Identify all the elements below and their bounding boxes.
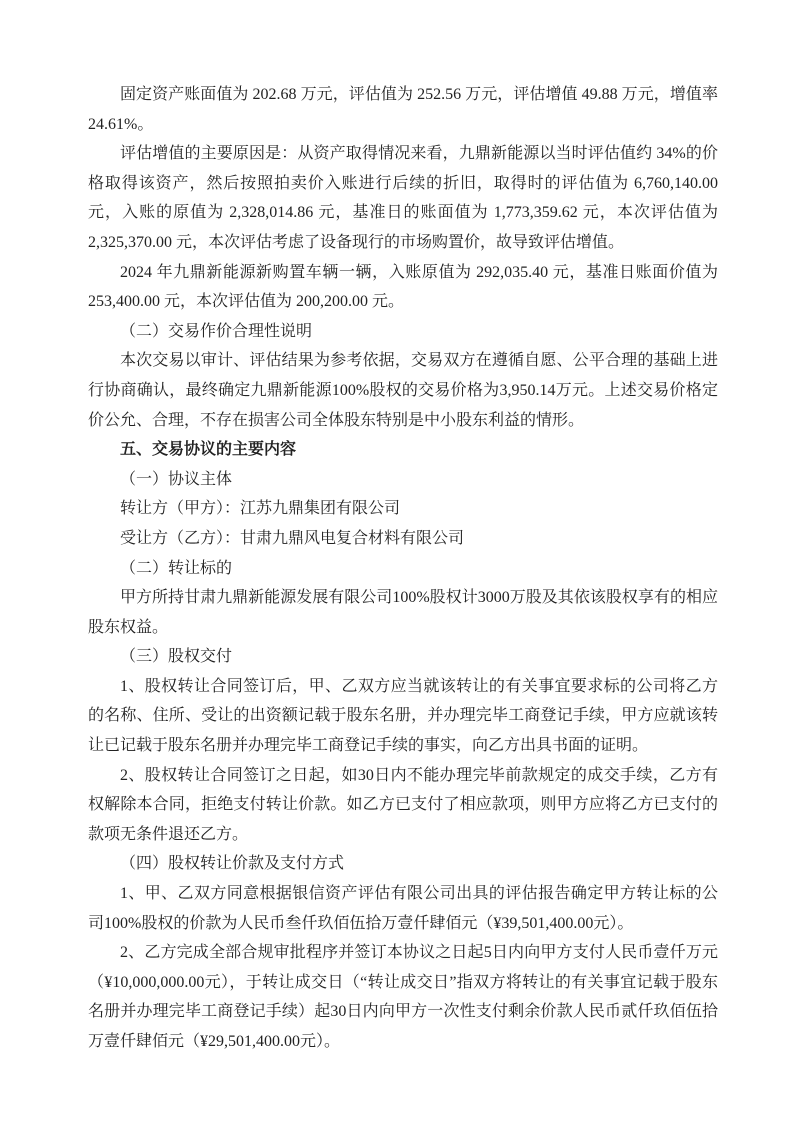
document-body xyxy=(88,80,718,1057)
subheading-payment-terms: （四）股权转让价款及支付方式 xyxy=(120,855,345,873)
subheading-transaction-pricing-rationale: （二）交易作价合理性说明 xyxy=(120,322,313,340)
subheading-transfer-subject: （二）转让标的 xyxy=(120,559,233,577)
heading-section5-agreement-content: 五、交易协议的主要内容 xyxy=(120,441,297,459)
subheading-agreement-parties: （一）协议主体 xyxy=(120,470,233,488)
para-appraisal-increase-reason: 评估增值的主要原因是：从资产取得情况来看，九鼎新能源以当时评估值约 34%的价格取得该资产，然后按照拍卖价入账进行后续的折旧，取得时的评估值为 6,760,140.00 元，入账的原值为 2,328,014.86 元，基准日的账面值为 1,773,359.62 元，本次评估值为 2,325,370.00 元，本次评估考虑了设备现行的市场购置价，故导致评估增值。 xyxy=(88,145,718,251)
para-transfer-subject-detail: 甲方所持甘肃九鼎新能源发展有限公司100%股权计3000万股及其依该股权享有的相应股东权益。 xyxy=(88,589,718,636)
para-equity-delivery-clause-1: 1、股权转让合同签订后，甲、乙双方应当就该转让的有关事宜要求标的公司将乙方的名称、住所、受让的出资额记载于股东名册，并办理完毕工商登记手续，甲方应就该转让已记载于股东名册并办理完毕工商登记手续的事实，向乙方出具书面的证明。 xyxy=(88,677,718,755)
para-transferor: 转让方（甲方）：江苏九鼎集团有限公司 xyxy=(120,500,401,518)
para-transferee: 受让方（乙方）：甘肃九鼎风电复合材料有限公司 xyxy=(120,529,465,547)
para-equity-delivery-clause-2: 2、股权转让合同签订之日起，如30日内不能办理完毕前款规定的成交手续，乙方有权解除本合同，拒绝支付转让价款。如乙方已支付了相应款项，则甲方应将乙方已支付的款项无条件退还乙方。 xyxy=(88,766,718,843)
para-pricing-rationale: 本次交易以审计、评估结果为参考依据，交易双方在遵循自愿、公平合理的基础上进行协商确认，最终确定九鼎新能源100%股权的交易价格为3,950.14万元。上述交易价格定价公允、合理，不存在损害公司全体股东特别是中小股东利益的情形。 xyxy=(88,352,718,429)
para-payment-clause-1: 1、甲、乙双方同意根据银信资产评估有限公司出具的评估报告确定甲方转让标的公司100%股权的价款为人民币叁仟玖佰伍拾万壹仟肆佰元（¥39,501,400.00元）。 xyxy=(88,885,718,932)
subheading-equity-delivery: （三）股权交付 xyxy=(120,648,233,666)
para-fixed-asset-values: 固定资产账面值为 202.68 万元，评估值为 252.56 万元，评估增值 49.88 万元，增值率 24.61%。 xyxy=(88,86,718,133)
para-2024-vehicle-purchase: 2024 年九鼎新能源新购置车辆一辆，入账原值为 292,035.40 元，基准日账面价值为 253,400.00 元，本次评估值为 200,200.00 元。 xyxy=(88,263,718,311)
para-payment-clause-2: 2、乙方完成全部合规审批程序并签订本协议之日起5日内向甲方支付人民币壹仟万元（¥10,000,000.00元），于转让成交日（“转让成交日”指双方将转让的有关事宜记载于股东名册并办理完毕工商登记手续）起30日内向甲方一次性支付剩余价款人民币贰仟玖佰伍拾万壹仟肆佰元（¥29,501,400.00元）。 xyxy=(88,944,718,1050)
